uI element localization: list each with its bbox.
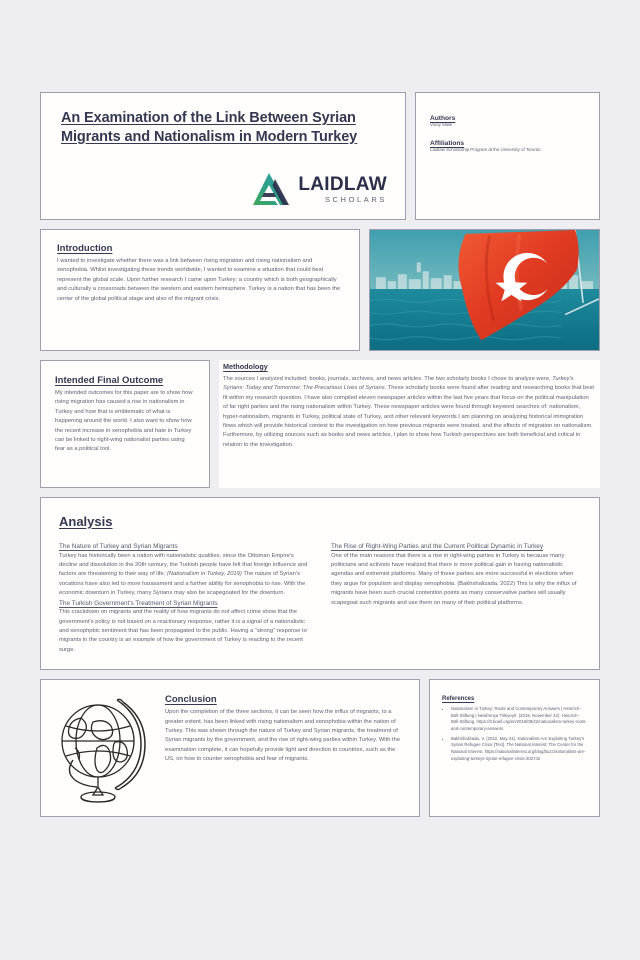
references-panel (429, 679, 600, 817)
outcome-methodology-row (40, 360, 600, 488)
authors-heading: Authors (430, 115, 456, 122)
reference-item: • Bakhshalizada, V. (2022, May 31). Nationalists Are Exploiting Turkey's Syrian Refugee Crisis [Text]. The National Interest; The Center for the National Interest. https://nationalinterest.org/blog/buzz/nationalists-are-exploiting-turkeys-syrian-refugee-crisis-202742 (451, 736, 587, 763)
introduction-heading: Introduction (57, 243, 113, 254)
methodology-book-titles: Turkey's Syrians: Today and Tomorrow; The Precarious Lives of Syrians (223, 376, 574, 392)
turkish-flag-photo (369, 229, 600, 351)
introduction-body: I wanted to investigate whether there was a link between rising migration and rising nationalism and xenophobia. Whilst investigating these trends worldwide, I wanted to examine a situation that could best represent the global scale. Upon further research I came upon Turkey; a country which is both geographically and culturally a crossroads between the western and eastern hemisphere. Turkey is a nation that has been the center of the global political stage and also of the migrant crisis. (57, 258, 341, 302)
page-title: An Examination of the Link Between Syrian Migrants and Nationalism in Modern Turkey (61, 110, 358, 145)
methodology-panel (219, 360, 600, 488)
introduction-row (40, 229, 600, 351)
laidlaw-logo (251, 171, 387, 207)
globe-illustration (51, 690, 155, 804)
analysis-left-body1b: The nature of Syrian's vocations have also led to more harassment and a further ability for xenophobia to rise. With the economic downturn in Turkey, many Syrians may also be scapegoated for the downturn. (59, 571, 306, 597)
reference-item: • Nationalism in Turkey: Roots and Contemporary Answers | Heinrich-Böll-Stiftung | Newfrenya Tirkiyeyê. (2019, November 22). Heinrich-Böll-Stiftung. https://tr.boell.org/en/2019/08/22/nationalism-turkey-roots-and-contemporary-answers (451, 706, 587, 733)
laidlaw-triangle-icon (251, 171, 291, 207)
analysis-left-column (59, 542, 309, 655)
methodology-part2: . These scholarly books were found after reading and researching books that best fit within my research question. I have also compiled eleven newspaper articles within the last five years that focus on the political manipulation of far right parties and the rising nationalism within Turkey. These newspaper articles were found through keyword searches of: nationalism, hyper-nationalism, migrants in Turkey, political state of Turkey, and other relevant keywords.I am planning on analyzing historical immigration flows which will provide historical context to the investigation on how previous migrants were treated, and the effects of migration on nationalism. Furthemore, by utilizing sources such as books and news articles, I plan to show how Turkish perspectives are both beneficial and critical in relation to the investigation. (223, 385, 594, 448)
methodology-body (223, 375, 594, 450)
analysis-left-body1 (59, 552, 309, 599)
affiliations-block (430, 140, 585, 154)
analysis-columns (59, 542, 581, 655)
analysis-panel (40, 497, 600, 670)
intended-outcome-body: My intended outcomes for this paper are to show how rising migration has caused a rise in nationalism in Turkey and how that is emblematic of what is happening around the world. I also want to show how the recent increase in xenophobia and hate in Turkey can be linked to right-wing nationalist parties using fear as a political tool. (55, 390, 193, 453)
logo-main-text: LAIDLAW (298, 173, 387, 195)
analysis-left-body2: This crackdown on migrants and the reality of how migrants do not affect crime show that the government's policy is not based on a reactionary response, rather it is a signal of a nationalistic and xenophpbic sentiment that has been propagated to the public. Having a “strong” response to migrants in the country is an example of how the government of Turkey is reacting to the recent surge. (59, 609, 307, 653)
title-panel (40, 92, 406, 220)
affiliations-value: Laidlaw Scholarship Program at the University of Toronto (430, 146, 541, 152)
conclusion-body: Upon the completion of the three sections, it can be seen how the influx of migrants, to a greater extent, has been linked with rising nationalism and xenophobia within the nation of Turkey. This was shown through the nature of Turkey and Syrian migrants, the treatment of Syrian migrants by the government, and the rise of right-wing parties within Turkey. With the examination complete, it can hopefully provide light and direction to countries, such as the US, on how to counter xenophobia and fear of migrants. (165, 709, 401, 763)
methodology-part1: The sources I analyzed included: books, journals, archives, and news articles. The two scholarly books I chose to analyze were, (223, 376, 553, 382)
header-row (40, 92, 600, 220)
laidlaw-wordmark (298, 175, 387, 204)
analysis-heading: Analysis (59, 514, 113, 529)
analysis-left-cite1: (Nationalism in Turkey, 2019) (166, 571, 242, 578)
intended-outcome-panel (40, 360, 210, 488)
analysis-left-sub1: The Nature of Turkey and Syrian Migrants (59, 543, 178, 550)
conclusion-text-block (165, 690, 405, 804)
logo-sub-text: SCHOLARS (324, 194, 387, 204)
introduction-panel (40, 229, 360, 351)
analysis-right-body1: One of the main reasons that there is a rise in right-wing parties in Turkey is because many politicians and activists have realized that there is more political gain in having nationalistic agendas and extremist platforms. Many of these parties are more successful in elections when they argue for populism and display xenophobia. (Bakhshalizada, 2022) This is why the influx of migrants have been such crucial contention points as many conservative parties will usually scapegoat such migrants and use them on many of their political platforms. (331, 552, 577, 606)
conclusion-panel (40, 679, 420, 817)
poster-root (40, 92, 600, 817)
analysis-left-body1a: Turkey has historically been a nation with nationalistic qualities, since the Ottoman Empire's decline and dissolution in the 20th century, the Turkish people have felt that foreign influence and factors are threatening to their way of life. (59, 552, 308, 578)
intended-outcome-heading: Intended Final Outcome (55, 375, 164, 386)
analysis-right-sub1: The Rise of Right-Wing Parties and the Current Political Dynamic in Turkey (331, 543, 544, 550)
references-list (442, 706, 587, 762)
references-heading: References (442, 696, 475, 703)
analysis-right-column (331, 542, 581, 655)
conclusion-heading: Conclusion (165, 694, 217, 706)
affiliations-heading: Affiliations (430, 139, 465, 147)
methodology-heading: Methodology (223, 362, 268, 371)
authors-block (430, 115, 585, 129)
conclusion-references-row (40, 679, 600, 817)
analysis-left-sub2: The Turkish Government's Treatment of Syrian Migrants (59, 599, 218, 607)
authors-value: Vinay Malik (430, 122, 453, 127)
authors-panel (415, 92, 600, 220)
